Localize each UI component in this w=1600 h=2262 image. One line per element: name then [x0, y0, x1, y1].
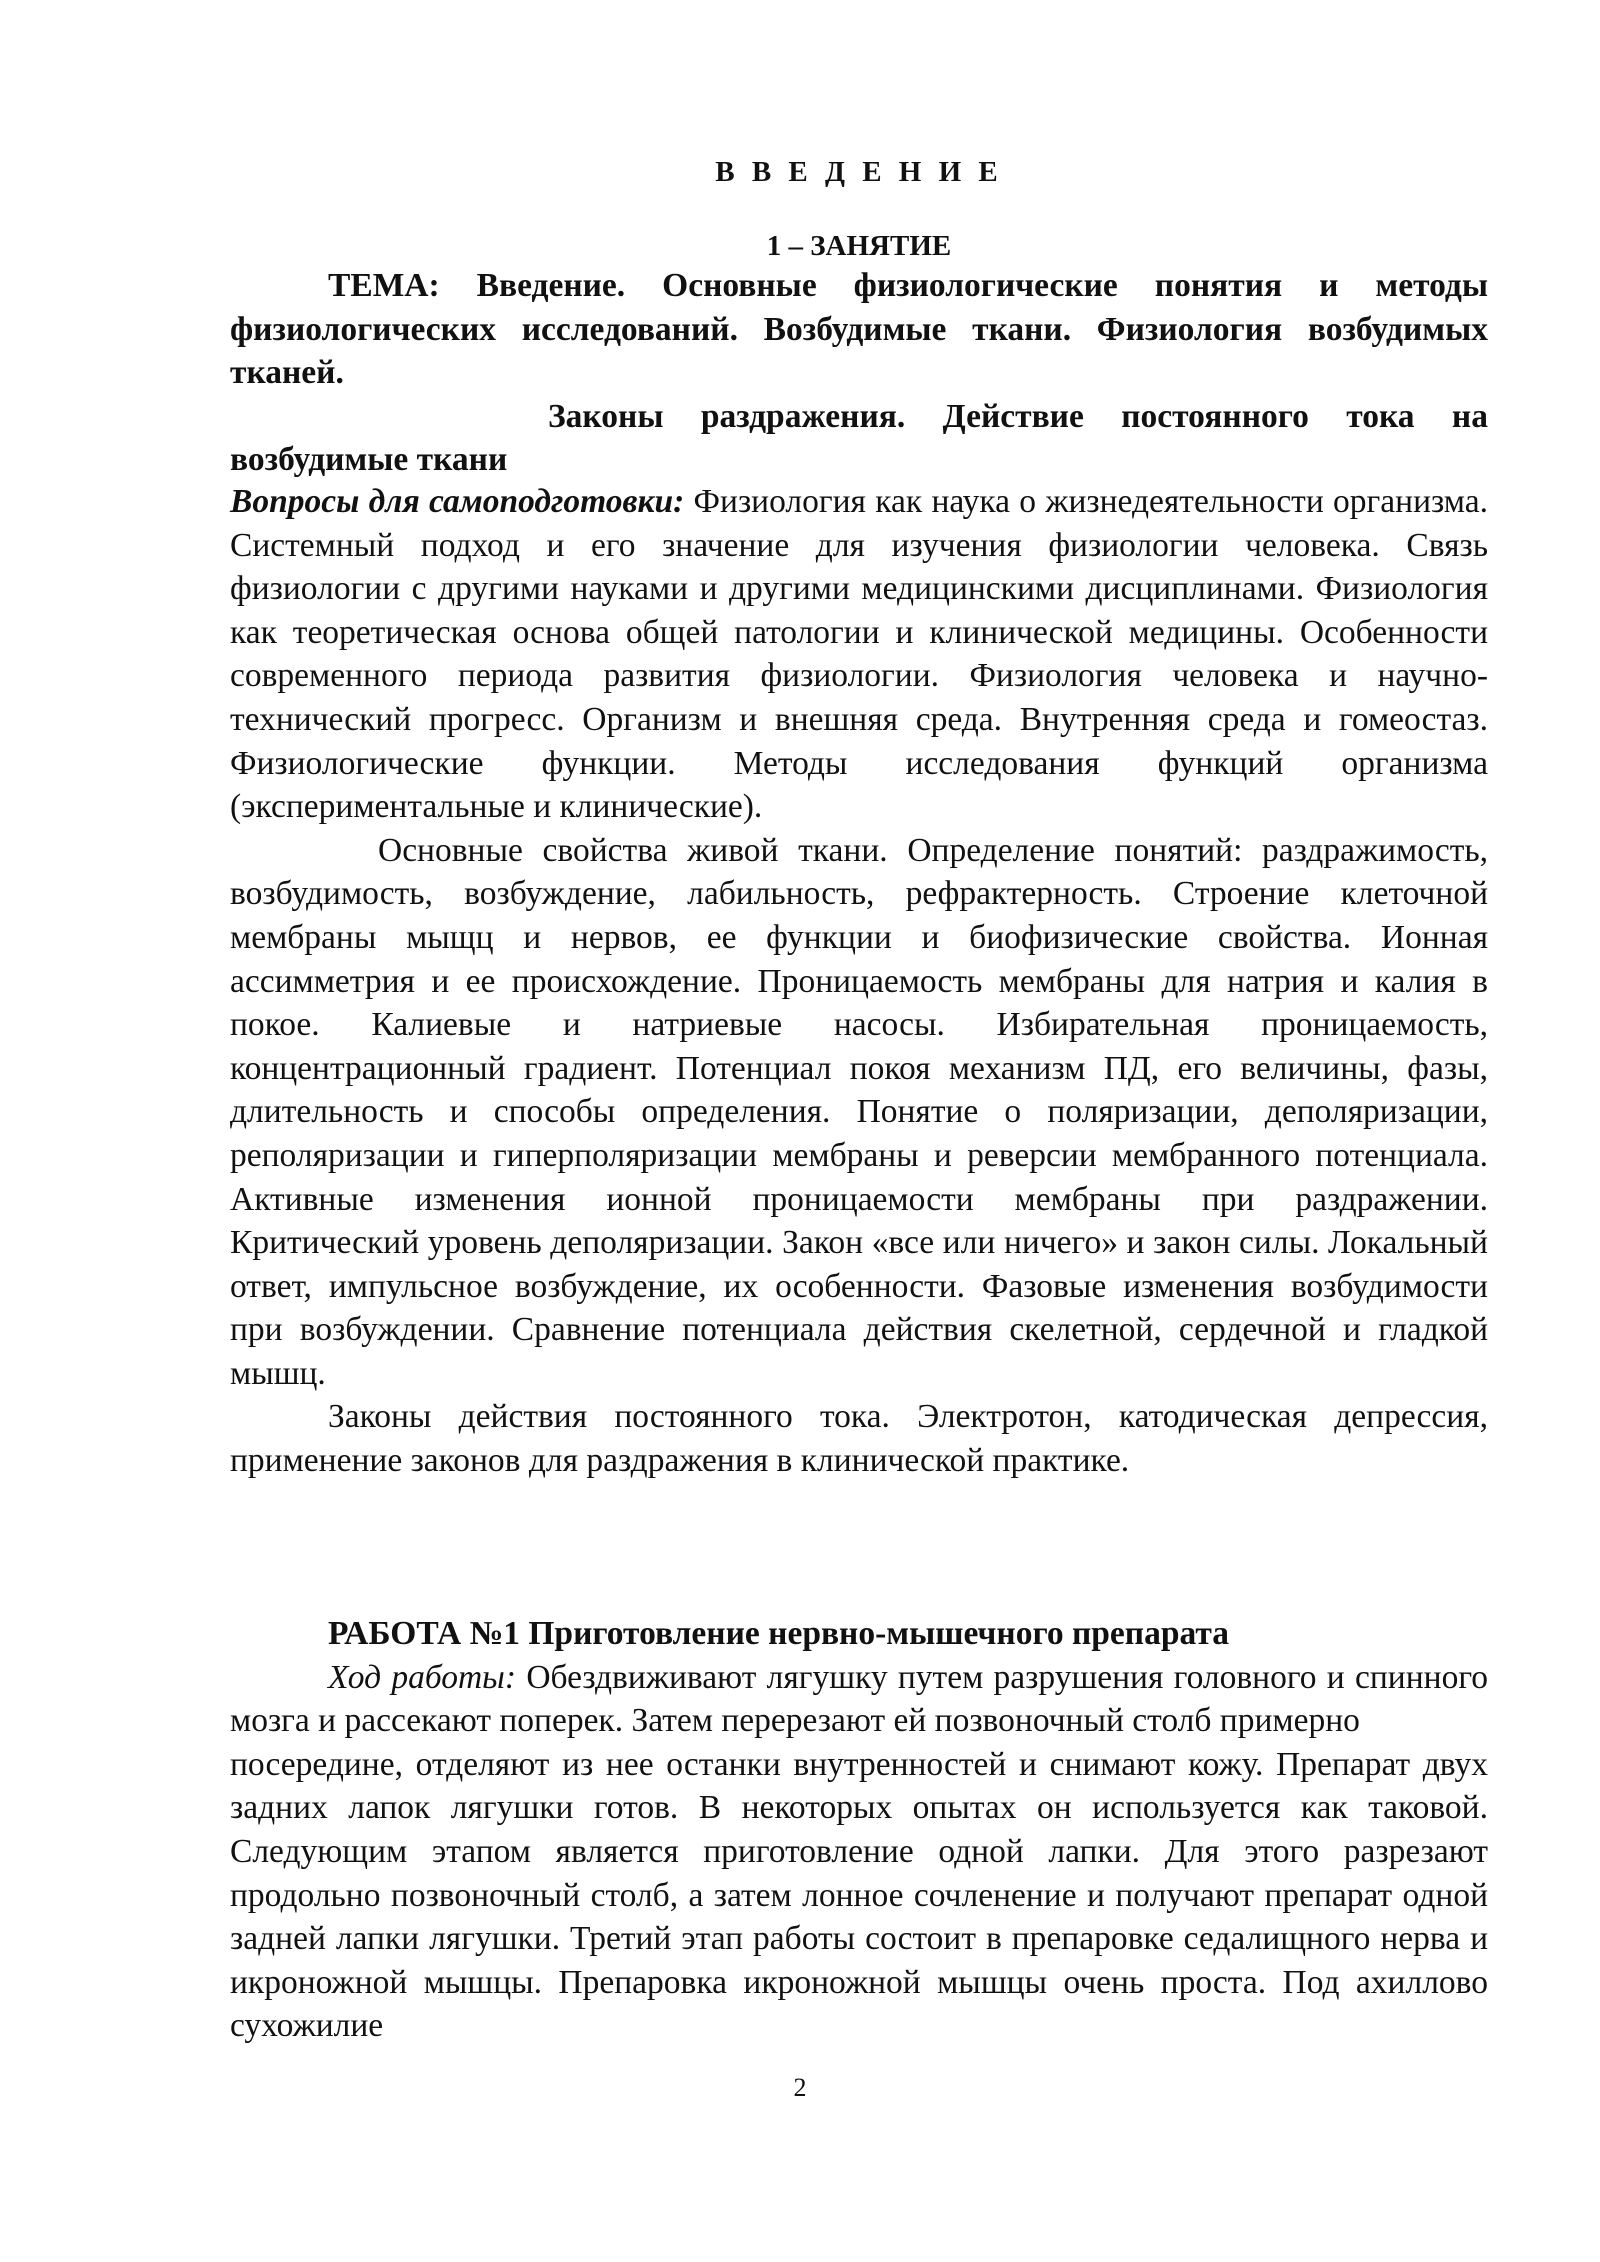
- self-study-questions: [230, 480, 1488, 1483]
- work-procedure-text1: Обездвиживают лягушку путем разрушения головного и спинного мозга и рассекают поперек. Затем перерезают ей позвоночный столб примерно: [230, 1658, 1488, 1740]
- page-number: 2: [793, 2073, 807, 2102]
- topic-title: ТЕМА: Введение. Основные физиологические понятия и методы физиологических исследований. Возбудимые ткани. Физиология возбудимых тканей.: [230, 267, 1488, 392]
- topic-subtitle: Законы раздражения. Действие постоянного тока на возбудимые ткани: [230, 397, 1488, 479]
- direct-current-paragraph: Законы действия постоянного тока. Электротон, катодическая депрессия, применение законов для раздражения в клинической практике.: [230, 1398, 1488, 1480]
- topic-block: [230, 264, 1488, 482]
- questions-label: Вопросы для самоподготовки:: [230, 483, 685, 520]
- lesson-heading: 1 – ЗАНЯТИЕ: [766, 230, 952, 262]
- work-title: РАБОТА №1 Приготовление нервно-мышечного препарата: [328, 1615, 1229, 1652]
- excitable-tissue-paragraph: Основные свойства живой ткани. Определение понятий: раздражимость, возбудимость, возбуждение, лабильность, рефрактерность. Строение клеточной мембраны мыщц и нервов, ее функции и биофизические свойства. Ионная ассимметрия и ее происхождение. Проницаемость мембраны для натрия и калия в покое. Калиевые и натриевые насосы. Избирательная проницаемость, концентрационный градиент. Потенциал покоя механизм ПД, его величины, фазы, длительность и способы определения. Понятие о поляризации, деполяризации, реполяризации и гиперполяризации мембраны и реверсии мембранного потенциала. Активные изменения ионной проницаемости мембраны при раздражении. Критический уровень деполяризации. Закон «все или ничего» и закон силы. Локальный ответ, импульсное возбуждение, их особенности. Фазовые изменения возбудимости при возбуждении. Сравнение потенциала действия скелетной, сердечной и гладкой мышц.: [230, 831, 1488, 1392]
- work-procedure-part1: [230, 1656, 1488, 1743]
- work-procedure-part2: посередине, отделяют из нее останки внутренностей и снимают кожу. Препарат двух задних лапок лягушки готов. В некоторых опытах он используется как таковой. Следующим этапом является приготовление одной лапки. Для этого разрезают продольно позвоночный столб, а затем лонное сочленение и получают препарат одной задней лапки лягушки. Третий этап работы состоит в препаровке седалищного нерва и икроножной мышцы. Препаровка икроножной мышцы очень проста. Под ахиллово сухожилие: [230, 1745, 1488, 2045]
- work-section: [230, 1612, 1488, 2048]
- work-procedure-label: Ход работы:: [328, 1658, 517, 1696]
- section-heading: В В Е Д Е Н И Е: [715, 156, 1003, 188]
- questions-paragraph: [230, 480, 1488, 829]
- questions-text: Физиология как наука о жизнедеятельности организма. Системный подход и его значение для изучения физиологии человека. Связь физиологии с другими науками и другими медицинскими дисциплинами. Физиология как теоретическая основа общей патологии и клинической медицины. Особенности современного периода развития физиологии. Физиология человека и научно-технический прогресс. Организм и внешняя среда. Внутренняя среда и гомеостаз. Физиологические функции. Методы исследования функций организма (экспериментальные и клинические).: [230, 483, 1488, 826]
